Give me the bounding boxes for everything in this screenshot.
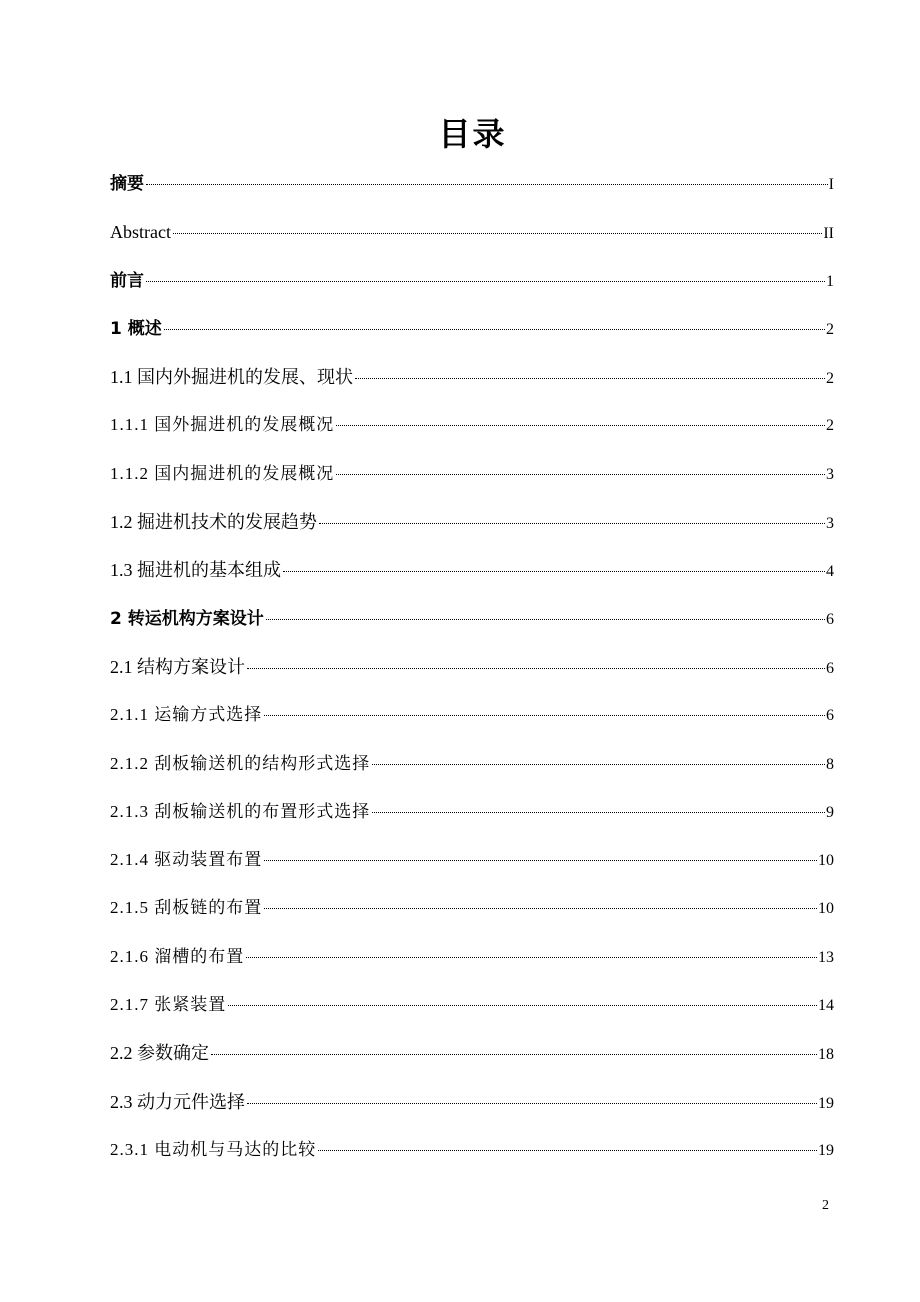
dot-leader <box>336 460 825 475</box>
toc-entry[interactable] <box>110 836 834 884</box>
toc-entry-label: 1.3 掘进机的基本组成 <box>110 560 281 581</box>
toc-entry[interactable] <box>110 981 834 1029</box>
toc-entry-page: 19 <box>818 1094 834 1112</box>
toc-entry[interactable] <box>110 643 834 691</box>
toc-entry-page: 14 <box>818 997 834 1015</box>
toc-entry-label: 前言 <box>110 270 144 291</box>
dot-leader <box>264 846 817 861</box>
toc-entry-page: 3 <box>826 465 834 483</box>
toc-entry-page: II <box>823 225 834 243</box>
toc-entry-page: 10 <box>818 852 834 870</box>
toc-entry-label: 2.1.4 驱动装置布置 <box>110 850 263 870</box>
toc-entry[interactable] <box>110 740 834 788</box>
toc-entry[interactable] <box>110 498 834 546</box>
dot-leader <box>355 364 825 379</box>
table-of-contents <box>110 160 834 1174</box>
dot-leader <box>266 605 825 620</box>
toc-entry-page: 6 <box>826 659 834 677</box>
toc-entry-label: 2.1.3 刮板输送机的布置形式选择 <box>110 801 371 821</box>
toc-entry[interactable] <box>110 401 834 449</box>
dot-leader <box>372 750 825 765</box>
toc-entry[interactable] <box>110 546 834 594</box>
toc-entry[interactable] <box>110 305 834 353</box>
toc-entry[interactable] <box>110 1029 834 1077</box>
toc-entry-label: 2.3.1 电动机与马达的比较 <box>110 1139 317 1159</box>
dot-leader <box>283 557 825 572</box>
toc-entry-label: 1 概述 <box>110 318 162 339</box>
toc-entry[interactable] <box>110 257 834 305</box>
dot-leader <box>246 943 817 958</box>
toc-entry[interactable] <box>110 160 834 208</box>
dot-leader <box>264 701 825 716</box>
dot-leader <box>173 219 822 234</box>
dot-leader <box>164 315 825 330</box>
toc-entry[interactable] <box>110 595 834 643</box>
dot-leader <box>228 991 817 1006</box>
toc-entry-label: 2.3 动力元件选择 <box>110 1091 245 1112</box>
toc-entry-label: Abstract <box>110 222 171 243</box>
toc-entry[interactable] <box>110 933 834 981</box>
dot-leader <box>146 170 828 185</box>
toc-entry-label: 1.1.1 国外掘进机的发展概况 <box>110 415 335 435</box>
toc-entry-page: 1 <box>826 272 834 290</box>
toc-entry-label: 1.1.2 国内掘进机的发展概况 <box>110 463 335 483</box>
toc-entry[interactable] <box>110 353 834 401</box>
toc-entry-label: 2.2 参数确定 <box>110 1043 209 1064</box>
toc-entry[interactable] <box>110 208 834 256</box>
dot-leader <box>336 411 825 426</box>
toc-entry[interactable] <box>110 450 834 498</box>
toc-entry-page: I <box>828 176 834 193</box>
dot-leader <box>247 1089 817 1104</box>
toc-entry-page: 13 <box>818 948 834 966</box>
toc-entry-page: 6 <box>826 707 834 725</box>
dot-leader <box>264 894 817 909</box>
dot-leader <box>319 509 825 524</box>
toc-entry-page: 10 <box>818 900 834 918</box>
toc-entry-page: 3 <box>826 515 834 533</box>
page-number: 2 <box>822 1198 829 1213</box>
toc-entry-label: 摘要 <box>110 174 144 194</box>
toc-entry-label: 2.1 结构方案设计 <box>110 656 245 677</box>
toc-entry-label: 2.1.5 刮板链的布置 <box>110 898 263 918</box>
toc-entry-page: 6 <box>826 610 834 628</box>
toc-entry-label: 2.1.2 刮板输送机的结构形式选择 <box>110 753 371 773</box>
dot-leader <box>372 798 825 813</box>
toc-entry-page: 19 <box>818 1141 834 1159</box>
toc-title: 目录 <box>438 115 507 153</box>
toc-entry-label: 2.1.1 运输方式选择 <box>110 705 263 725</box>
toc-entry-page: 2 <box>826 370 834 388</box>
toc-entry-page: 2 <box>826 320 834 338</box>
toc-entry-label: 1.2 掘进机技术的发展趋势 <box>110 512 317 533</box>
toc-entry[interactable] <box>110 1126 834 1174</box>
toc-entry-page: 2 <box>826 417 834 435</box>
dot-leader <box>318 1136 817 1151</box>
toc-entry-label: 2 转运机构方案设计 <box>110 608 264 629</box>
dot-leader <box>247 654 825 669</box>
toc-entry-label: 2.1.6 溜槽的布置 <box>110 946 245 966</box>
toc-entry-page: 18 <box>818 1046 834 1064</box>
toc-entry[interactable] <box>110 884 834 932</box>
toc-entry-page: 4 <box>826 563 834 581</box>
toc-entry[interactable] <box>110 691 834 739</box>
dot-leader <box>146 267 825 282</box>
toc-entry-label: 1.1 国内外掘进机的发展、现状 <box>110 367 353 388</box>
toc-entry-page: 8 <box>826 755 834 773</box>
toc-entry-label: 2.1.7 张紧装置 <box>110 995 227 1015</box>
dot-leader <box>211 1040 817 1055</box>
toc-entry[interactable] <box>110 1078 834 1126</box>
toc-entry-page: 9 <box>826 803 834 821</box>
toc-entry[interactable] <box>110 788 834 836</box>
